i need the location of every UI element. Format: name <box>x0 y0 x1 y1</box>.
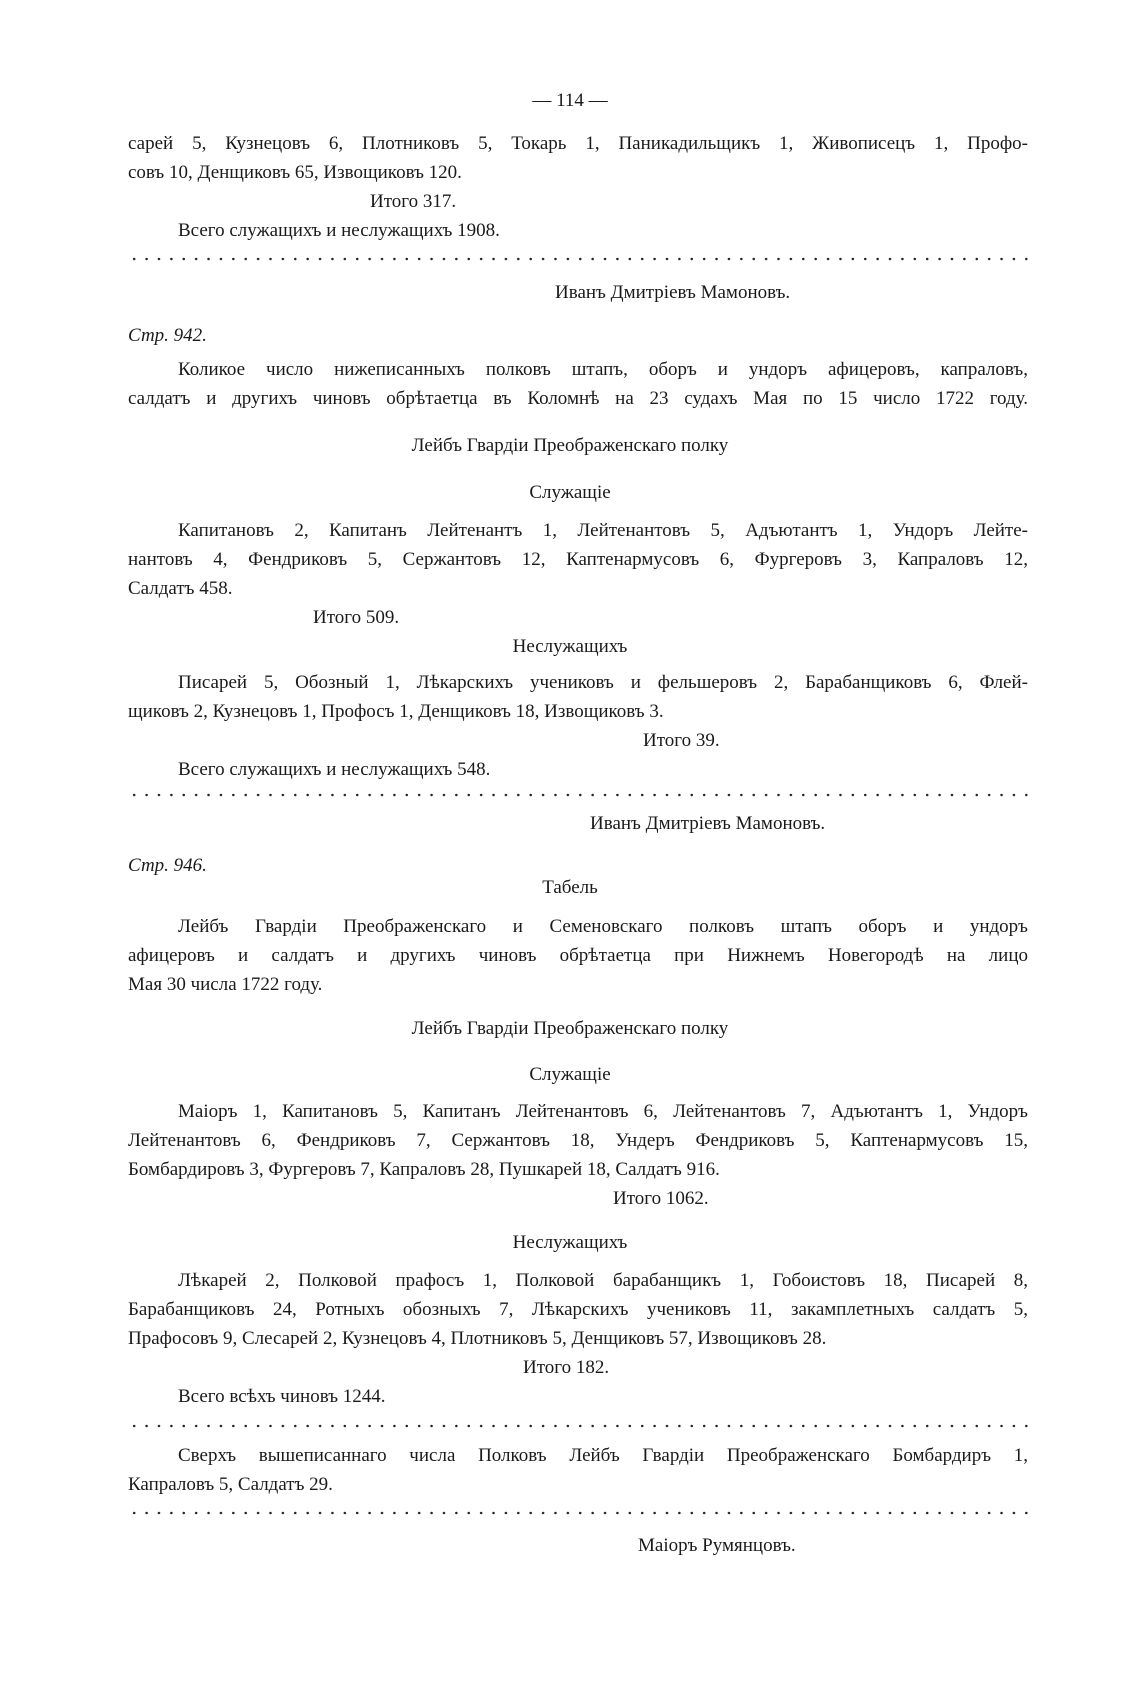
regiment-heading: Лейбъ Гвардіи Преображенскаго полку <box>411 435 729 456</box>
dotted-separator <box>128 1422 1028 1430</box>
grand-total-line: Всего всѣхъ чиновъ 1244. <box>178 1386 386 1407</box>
text-line: Маіоръ 1, Капитановъ 5, Капитанъ Лейтенантовъ 6, Лейтенантовъ 7, Адъютантъ 1, Ундоръ <box>178 1101 1028 1122</box>
text-line: Капраловъ 5, Салдатъ 29. <box>128 1474 333 1495</box>
text-line: Коликое число нижеписанныхъ полковъ штапъ, оборъ и ундоръ афицеровъ, капраловъ, <box>178 359 1028 380</box>
text-line: Писарей 5, Обозный 1, Лѣкарскихъ учениковъ и фельшеровъ 2, Барабанщиковъ 6, Флей- <box>178 672 1028 693</box>
total-line: Итого 317. <box>370 191 457 212</box>
grand-total-line: Всего служащихъ и неслужащихъ 548. <box>178 759 491 780</box>
page-reference: Стр. 946. <box>128 855 207 876</box>
section-heading: Служащіе <box>529 482 611 503</box>
text-line: Сверхъ вышеписаннаго числа Полковъ Лейбъ Гвардіи Преображенскаго Бомбардиръ 1, <box>178 1445 1028 1466</box>
text-line: щиковъ 2, Кузнецовъ 1, Профосъ 1, Денщиковъ 18, Извощиковъ 3. <box>128 701 664 722</box>
grand-total-line: Всего служащихъ и неслужащихъ 1908. <box>178 220 500 241</box>
text-line: Капитановъ 2, Капитанъ Лейтенантъ 1, Лейтенантовъ 5, Адъютантъ 1, Ундоръ Лейте- <box>178 520 1028 541</box>
regiment-heading: Лейбъ Гвардіи Преображенскаго полку <box>411 1018 729 1039</box>
text-line: Салдатъ 458. <box>128 578 233 599</box>
section-heading: Неслужащихъ <box>512 1232 628 1253</box>
dotted-separator <box>128 791 1028 799</box>
dotted-separator <box>128 255 1028 263</box>
text-line: Лейбъ Гвардіи Преображенскаго и Семеновскаго полковъ штапъ оборъ и ундоръ <box>178 916 1028 937</box>
signature: Иванъ Дмитріевъ Мамоновъ. <box>555 282 791 303</box>
text-line: Прафосовъ 9, Слесарей 2, Кузнецовъ 4, Плотниковъ 5, Денщиковъ 57, Извощиковъ 28. <box>128 1328 827 1349</box>
page-reference: Стр. 942. <box>128 325 207 346</box>
text-line: афицеровъ и салдатъ и другихъ чиновъ обрѣтаетца при Нижнемъ Новегородѣ на лицо <box>128 945 1028 966</box>
total-line: Итого 1062. <box>613 1188 709 1209</box>
total-line: Итого 509. <box>313 607 400 628</box>
text-line: салдатъ и другихъ чиновъ обрѣтаетца въ Коломнѣ на 23 судахъ Мая по 15 число 1722 году. <box>128 388 1028 409</box>
text-line: Лѣкарей 2, Полковой прафосъ 1, Полковой барабанщикъ 1, Гобоистовъ 18, Писарей 8, <box>178 1270 1028 1291</box>
text-line: сарей 5, Кузнецовъ 6, Плотниковъ 5, Токарь 1, Паникадильщикъ 1, Живописецъ 1, Профо- <box>128 133 1028 154</box>
text-line: Барабанщиковъ 24, Ротныхъ обозныхъ 7, Лѣкарскихъ учениковъ 11, закамплетныхъ салдатъ 5, <box>128 1299 1028 1320</box>
page-number: — 114 — <box>532 90 608 111</box>
signature: Маіоръ Румянцовъ. <box>638 1535 796 1556</box>
text-line: нантовъ 4, Фендриковъ 5, Сержантовъ 12, Каптенармусовъ 6, Фургеровъ 3, Капраловъ 12, <box>128 549 1028 570</box>
text-line: Бомбардировъ 3, Фургеровъ 7, Капраловъ 28, Пушкарей 18, Салдатъ 916. <box>128 1159 720 1180</box>
text-line: Мая 30 числа 1722 году. <box>128 974 323 995</box>
table-title: Табель <box>542 877 598 898</box>
text-line: Лейтенантовъ 6, Фендриковъ 7, Сержантовъ 18, Ундеръ Фендриковъ 5, Каптенармусовъ 15, <box>128 1130 1028 1151</box>
total-line: Итого 39. <box>643 730 720 751</box>
signature: Иванъ Дмитріевъ Мамоновъ. <box>590 813 826 834</box>
total-line: Итого 182. <box>523 1357 610 1378</box>
section-heading: Служащіе <box>529 1064 611 1085</box>
section-heading: Неслужащихъ <box>512 636 628 657</box>
dotted-separator <box>128 1509 1028 1517</box>
text-line: совъ 10, Денщиковъ 65, Извощиковъ 120. <box>128 162 462 183</box>
